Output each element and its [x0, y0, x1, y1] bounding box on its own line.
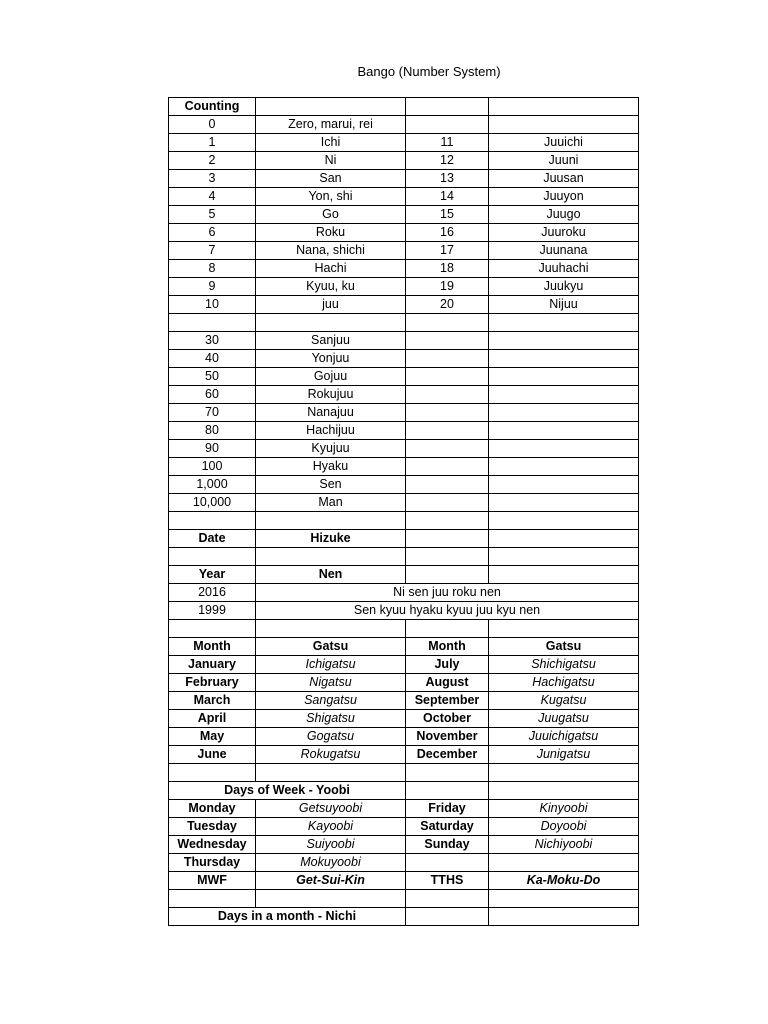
table-cell: Counting — [169, 98, 256, 116]
table-cell: 40 — [169, 350, 256, 368]
table-cell: 18 — [406, 260, 489, 278]
table-cell: Kyuu, ku — [256, 278, 406, 296]
table-cell — [489, 350, 639, 368]
table-cell: Friday — [406, 800, 489, 818]
table-cell: September — [406, 692, 489, 710]
table-cell: Year — [169, 566, 256, 584]
table-cell — [489, 476, 639, 494]
table-cell — [489, 854, 639, 872]
table-cell: Shichigatsu — [489, 656, 639, 674]
table-cell — [489, 782, 639, 800]
table-row — [169, 512, 639, 530]
table-cell: Kinyoobi — [489, 800, 639, 818]
table-cell: Juugatsu — [489, 710, 639, 728]
table-cell: Sangatsu — [256, 692, 406, 710]
table-cell — [406, 620, 489, 638]
table-cell: Hachigatsu — [489, 674, 639, 692]
table-cell — [406, 890, 489, 908]
table-cell — [406, 332, 489, 350]
table-cell: 12 — [406, 152, 489, 170]
table-cell: 17 — [406, 242, 489, 260]
table-cell: Nanajuu — [256, 404, 406, 422]
table-cell: 3 — [169, 170, 256, 188]
table-cell: Juuni — [489, 152, 639, 170]
table-cell: Nana, shichi — [256, 242, 406, 260]
table-cell: 6 — [169, 224, 256, 242]
table-row — [169, 746, 639, 764]
table-cell — [406, 782, 489, 800]
table-cell — [489, 530, 639, 548]
table-row — [169, 404, 639, 422]
table-cell: Nijuu — [489, 296, 639, 314]
table-cell: January — [169, 656, 256, 674]
table-cell: Gojuu — [256, 368, 406, 386]
table-cell: Month — [406, 638, 489, 656]
table-cell — [406, 548, 489, 566]
table-cell — [169, 890, 256, 908]
table-cell — [256, 98, 406, 116]
table-cell: Month — [169, 638, 256, 656]
number-system-table — [168, 97, 639, 926]
table-row — [169, 890, 639, 908]
table-row — [169, 296, 639, 314]
table-cell — [169, 314, 256, 332]
table-row — [169, 494, 639, 512]
table-row — [169, 656, 639, 674]
table-cell — [406, 566, 489, 584]
table-cell — [489, 566, 639, 584]
table-cell: 1,000 — [169, 476, 256, 494]
table-cell: Mokuyoobi — [256, 854, 406, 872]
table-cell: Nigatsu — [256, 674, 406, 692]
table-cell — [406, 404, 489, 422]
table-cell — [489, 98, 639, 116]
table-row — [169, 854, 639, 872]
table-cell: Kyujuu — [256, 440, 406, 458]
table-cell — [489, 422, 639, 440]
table-row — [169, 314, 639, 332]
table-row — [169, 440, 639, 458]
table-cell — [406, 116, 489, 134]
table-row — [169, 692, 639, 710]
table-cell: Yon, shi — [256, 188, 406, 206]
table-cell: MWF — [169, 872, 256, 890]
table-cell: juu — [256, 296, 406, 314]
table-cell — [406, 512, 489, 530]
table-cell: Hachi — [256, 260, 406, 278]
table-cell: Tuesday — [169, 818, 256, 836]
table-cell: Date — [169, 530, 256, 548]
table-cell — [489, 512, 639, 530]
table-cell: Juugo — [489, 206, 639, 224]
table-cell: 15 — [406, 206, 489, 224]
table-cell — [406, 494, 489, 512]
table-cell — [406, 440, 489, 458]
table-cell: Rokujuu — [256, 386, 406, 404]
table-row — [169, 116, 639, 134]
table-cell — [406, 98, 489, 116]
table-cell: 50 — [169, 368, 256, 386]
table-cell: 13 — [406, 170, 489, 188]
table-cell: May — [169, 728, 256, 746]
table-cell: February — [169, 674, 256, 692]
table-cell: Monday — [169, 800, 256, 818]
table-cell: Junigatsu — [489, 746, 639, 764]
table-cell: Juukyu — [489, 278, 639, 296]
table-row — [169, 566, 639, 584]
table-cell: June — [169, 746, 256, 764]
table-cell: 19 — [406, 278, 489, 296]
table-cell — [489, 890, 639, 908]
table-row — [169, 386, 639, 404]
table-cell: April — [169, 710, 256, 728]
table-cell: Roku — [256, 224, 406, 242]
table-cell: 70 — [169, 404, 256, 422]
table-row — [169, 242, 639, 260]
table-cell — [489, 386, 639, 404]
table-cell — [406, 422, 489, 440]
table-cell — [169, 548, 256, 566]
table-row — [169, 350, 639, 368]
table-row — [169, 710, 639, 728]
table-cell: 60 — [169, 386, 256, 404]
table-row — [169, 98, 639, 116]
table-cell: 1 — [169, 134, 256, 152]
table-cell: Juuhachi — [489, 260, 639, 278]
table-cell: 80 — [169, 422, 256, 440]
table-cell — [406, 368, 489, 386]
table-cell — [406, 854, 489, 872]
table-cell — [169, 512, 256, 530]
table-cell: Thursday — [169, 854, 256, 872]
table-cell — [406, 350, 489, 368]
table-row — [169, 584, 639, 602]
table-row — [169, 206, 639, 224]
table-cell — [406, 530, 489, 548]
table-cell: Yonjuu — [256, 350, 406, 368]
table-cell: Juuichi — [489, 134, 639, 152]
table-row — [169, 278, 639, 296]
table-cell: Gogatsu — [256, 728, 406, 746]
table-cell: Hachijuu — [256, 422, 406, 440]
table-cell — [169, 764, 256, 782]
table-cell: 14 — [406, 188, 489, 206]
table-row — [169, 188, 639, 206]
table-row — [169, 260, 639, 278]
table-cell: Ni sen juu roku nen — [256, 584, 639, 602]
table-cell — [489, 116, 639, 134]
table-cell: Doyoobi — [489, 818, 639, 836]
table-cell — [489, 368, 639, 386]
table-cell: 30 — [169, 332, 256, 350]
table-cell: 10,000 — [169, 494, 256, 512]
table-cell: March — [169, 692, 256, 710]
table-cell — [489, 458, 639, 476]
table-row — [169, 458, 639, 476]
table-cell — [489, 440, 639, 458]
table-cell: Sen kyuu hyaku kyuu juu kyu nen — [256, 602, 639, 620]
table-cell — [489, 548, 639, 566]
table-cell — [406, 908, 489, 926]
table-cell — [489, 908, 639, 926]
table-row — [169, 908, 639, 926]
table-cell: Wednesday — [169, 836, 256, 854]
table-cell — [256, 548, 406, 566]
table-cell: Sanjuu — [256, 332, 406, 350]
table-cell: Juuroku — [489, 224, 639, 242]
table-row — [169, 422, 639, 440]
table-cell: Hizuke — [256, 530, 406, 548]
table-cell: Sunday — [406, 836, 489, 854]
table-row — [169, 332, 639, 350]
table-row — [169, 548, 639, 566]
table-row — [169, 836, 639, 854]
table-cell: Gatsu — [489, 638, 639, 656]
page-title: Bango (Number System) — [357, 64, 501, 79]
table-row — [169, 476, 639, 494]
table-cell: Suiyoobi — [256, 836, 406, 854]
table-cell — [406, 458, 489, 476]
table-cell: Ichigatsu — [256, 656, 406, 674]
table-cell: 4 — [169, 188, 256, 206]
table-cell: 0 — [169, 116, 256, 134]
table-cell: Kugatsu — [489, 692, 639, 710]
table-row — [169, 224, 639, 242]
table-row — [169, 638, 639, 656]
table-row — [169, 818, 639, 836]
table-body — [169, 98, 639, 926]
table-cell — [489, 764, 639, 782]
table-cell: 10 — [169, 296, 256, 314]
table-cell — [256, 512, 406, 530]
table-cell: Zero, marui, rei — [256, 116, 406, 134]
table-cell — [256, 764, 406, 782]
table-cell: Shigatsu — [256, 710, 406, 728]
table-row — [169, 764, 639, 782]
table-cell — [256, 314, 406, 332]
table-cell: Days of Week - Yoobi — [169, 782, 406, 800]
table-cell — [256, 890, 406, 908]
table-cell — [169, 620, 256, 638]
table-cell: Getsuyoobi — [256, 800, 406, 818]
table-cell: 16 — [406, 224, 489, 242]
table-cell: 2 — [169, 152, 256, 170]
table-cell: 2016 — [169, 584, 256, 602]
table-row — [169, 620, 639, 638]
table-cell — [489, 494, 639, 512]
table-cell: August — [406, 674, 489, 692]
table-row — [169, 800, 639, 818]
table-row — [169, 134, 639, 152]
table-cell: Get-Sui-Kin — [256, 872, 406, 890]
table-cell — [489, 404, 639, 422]
table-row — [169, 602, 639, 620]
table-cell — [489, 314, 639, 332]
table-row — [169, 170, 639, 188]
table-cell: Kayoobi — [256, 818, 406, 836]
table-cell: San — [256, 170, 406, 188]
table-cell: July — [406, 656, 489, 674]
table-cell: Juunana — [489, 242, 639, 260]
table-cell: Juuichigatsu — [489, 728, 639, 746]
table-cell: Juuyon — [489, 188, 639, 206]
table-row — [169, 368, 639, 386]
table-cell: Hyaku — [256, 458, 406, 476]
table-cell: Ni — [256, 152, 406, 170]
table-cell — [489, 332, 639, 350]
table-cell: 100 — [169, 458, 256, 476]
table-row — [169, 728, 639, 746]
table-cell: Sen — [256, 476, 406, 494]
table-cell: Nichiyoobi — [489, 836, 639, 854]
table-cell: Ka-Moku-Do — [489, 872, 639, 890]
table-row — [169, 530, 639, 548]
table-cell — [489, 620, 639, 638]
table-cell: 20 — [406, 296, 489, 314]
table-cell: December — [406, 746, 489, 764]
table-cell — [406, 764, 489, 782]
table-cell: Rokugatsu — [256, 746, 406, 764]
table-cell: Ichi — [256, 134, 406, 152]
table-cell: 5 — [169, 206, 256, 224]
table-cell — [256, 620, 406, 638]
table-cell: November — [406, 728, 489, 746]
table-cell: 11 — [406, 134, 489, 152]
table-cell: Nen — [256, 566, 406, 584]
table-cell: Man — [256, 494, 406, 512]
table-cell: Saturday — [406, 818, 489, 836]
table-row — [169, 674, 639, 692]
table-cell — [406, 314, 489, 332]
table-cell: Days in a month - Nichi — [169, 908, 406, 926]
table-cell: 9 — [169, 278, 256, 296]
table-row — [169, 152, 639, 170]
table-cell: 90 — [169, 440, 256, 458]
table-row — [169, 782, 639, 800]
table-cell — [406, 386, 489, 404]
table-cell: 1999 — [169, 602, 256, 620]
table-row — [169, 872, 639, 890]
table-cell: TTHS — [406, 872, 489, 890]
table-cell: 8 — [169, 260, 256, 278]
table-cell: Juusan — [489, 170, 639, 188]
table-cell: 7 — [169, 242, 256, 260]
table-cell: Gatsu — [256, 638, 406, 656]
table-cell — [406, 476, 489, 494]
table-cell: Go — [256, 206, 406, 224]
table-cell: October — [406, 710, 489, 728]
